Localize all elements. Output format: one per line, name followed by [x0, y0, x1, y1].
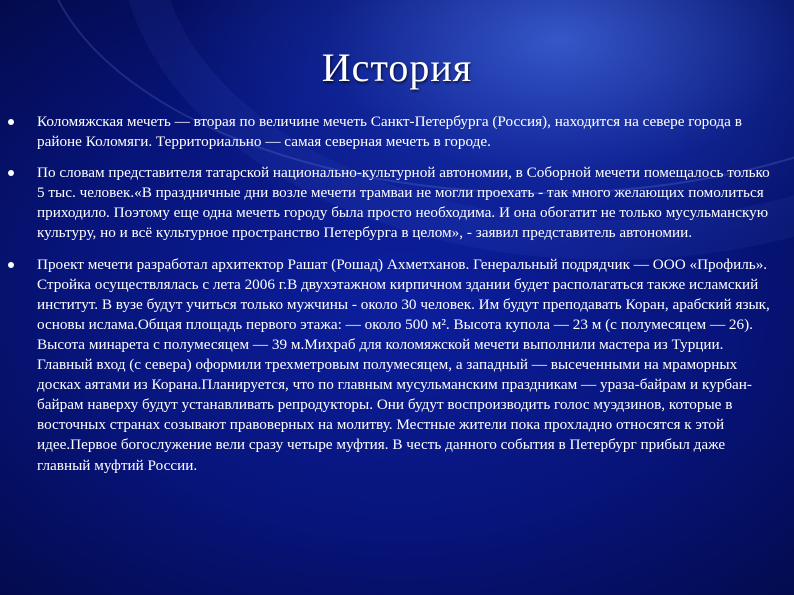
bullet-dot-icon — [8, 119, 14, 125]
bullet-text-3: Проект мечети разработал архитектор Рашат (Рошад) Ахметханов. Генеральный подрядчик — ООО «Профиль». Стройка осуществлялась с лета 2006 г.В двухэтажном кирпичном здании будет располагаться также исламский институт. В вузе будут учиться только мужчины - около 30 человек. Им будут преподавать Коран, арабский язык, основы ислама.Общая площадь первого этажа: — около 500 м². Высота купола — 23 м (с полумесяцем — 26). Высота минарета с полумесяцем — 39 м.Михраб для коломяжской мечети выполнили мастера из Турции. Главный вход (с севера) оформили трехметровым полумесяцем, а западный — высеченными на мраморных досках аятами из Корана.Планируется, что по главным мусульманским праздникам — ураза-байрам и курбан-байрам наверху будут устанавливать репродукторы. Они будут воспроизводить голос муэдзинов, которые в восточных странах созывают правоверных на молитву. Местные жители пока прохладно относятся к этой идее.Первое богослужение вели сразу четыре муфтия. В честь данного события в Петербург прибыл даже главный муфтий России. — [37, 255, 770, 474]
bullet-item-2 — [37, 163, 780, 243]
bullet-list — [0, 112, 794, 476]
slide-title: История — [321, 45, 473, 90]
bullet-item-3 — [37, 255, 780, 476]
bullet-dot-icon — [8, 262, 14, 268]
bullet-dot-icon — [8, 170, 14, 176]
bullet-text-2: По словам представителя татарской национально-культурной автономии, в Соборной мечети помещалось только 5 тыс. человек.«В праздничные дни возле мечети трамваи не могли проехать - так много желающих помолиться приходило. Поэтому еще одна мечеть городу была просто необходима. И она обогатит не только мусульманскую культуру, но и всё культурное пространство Петербурга в целом», - заявил представитель автономии. — [37, 164, 770, 242]
bullet-text-1: Коломяжская мечеть — вторая по величине мечеть Санкт-Петербурга (Россия), находится на севере города в районе Коломяги. Территориально — самая северная мечеть в городе. — [37, 113, 742, 151]
bullet-item-1 — [37, 112, 780, 152]
